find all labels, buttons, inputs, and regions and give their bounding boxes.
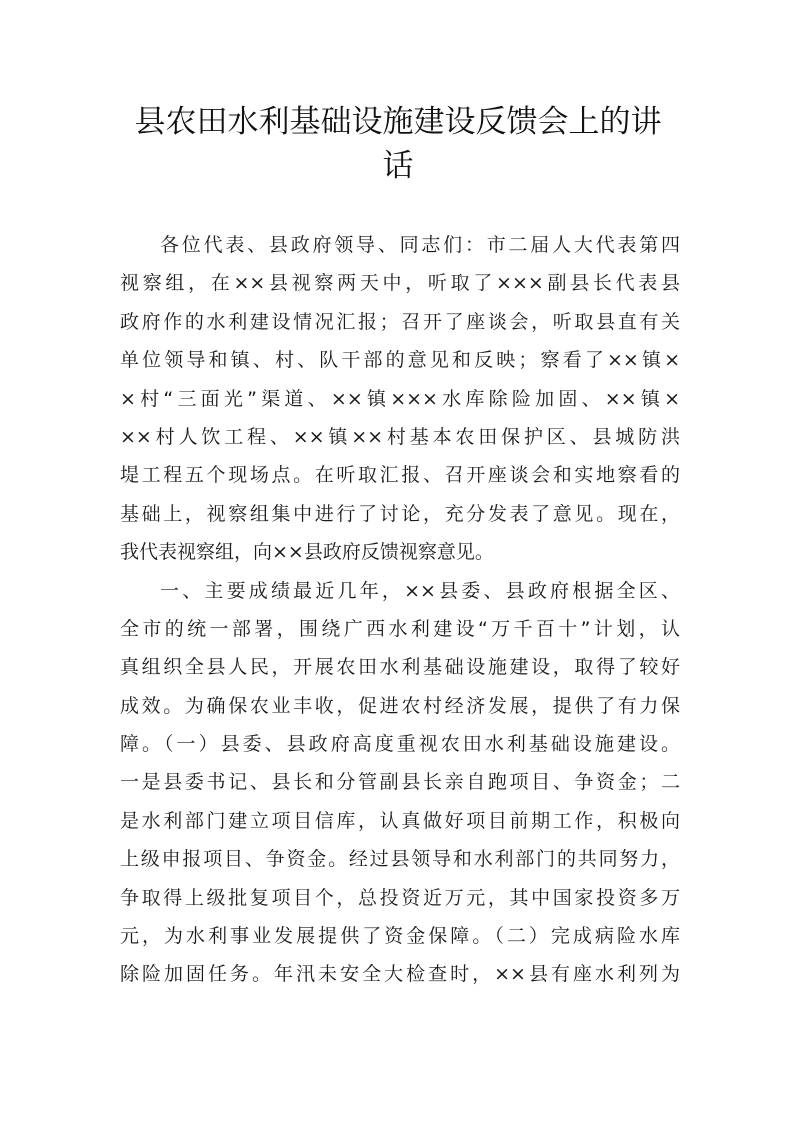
body-line: 一、主要成绩最近几年，××县委、县政府根据全区、 (160, 579, 680, 602)
body-line: 障。（一）县委、县政府高度重视农田水利基础设施建设。 (120, 733, 680, 756)
body-line: 视察组，在××县视察两天中，听取了×××副县长代表县 (120, 272, 680, 295)
body-line: 我代表视察组，向××县政府反馈视察意见。 (120, 541, 494, 564)
body-line: 一是县委书记、县长和分管副县长亲自跑项目、争资金；二 (120, 771, 680, 794)
title-line-2: 话 (382, 148, 414, 184)
body-line: 争取得上级批复项目个，总投资近万元，其中国家投资多万 (120, 886, 680, 909)
body-line: 成效。为确保农业丰收，促进农村经济发展，提供了有力保 (120, 694, 680, 717)
body-line: 真组织全县人民，开展农田水利基础设施建设，取得了较好 (120, 656, 680, 679)
body-line: 各位代表、县政府领导、同志们：市二届人大代表第四 (160, 234, 680, 256)
body-line: ×村“三面光”渠道、××镇×××水库除险加固、××镇× (120, 387, 680, 410)
body-line: 单位领导和镇、村、队干部的意见和反映；察看了××镇× (120, 349, 680, 372)
body-line: 是水利部门建立项目信库，认真做好项目前期工作，积极向 (120, 809, 680, 832)
body-line: 全市的统一部署，围绕广西水利建设“万千百十”计划，认 (120, 617, 680, 640)
body-line: 政府作的水利建设情况汇报；召开了座谈会，听取县直有关 (120, 310, 680, 333)
document-body (120, 226, 680, 994)
body-line: ××村人饮工程、××镇××村基本农田保护区、县城防洪 (120, 425, 680, 448)
document-title (110, 100, 686, 188)
body-line: 元，为水利事业发展提供了资金保障。（二）完成病险水库 (120, 925, 680, 948)
title-line-1: 县农田水利基础设施建设反馈会上的讲 (134, 104, 662, 140)
body-line: 上级申报项目、争资金。经过县领导和水利部门的共同努力， (120, 848, 680, 871)
body-line: 基础上，视察组集中进行了讨论，充分发表了意见。现在， (120, 502, 680, 525)
body-line: 堤工程五个现场点。在听取汇报、召开座谈会和实地察看的 (120, 464, 680, 487)
body-line: 除险加固任务。年汛未安全大检查时，××县有座水利列为 (120, 963, 680, 986)
